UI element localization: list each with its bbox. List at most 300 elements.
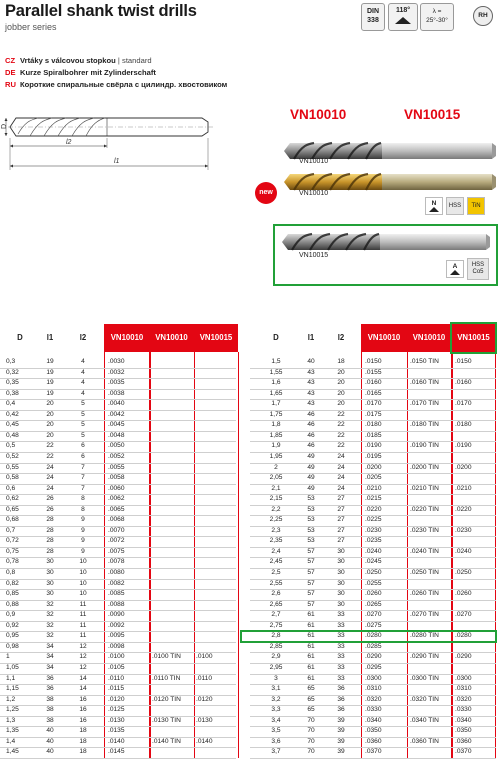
- table-cell-vn10010-tin: [410, 705, 452, 716]
- table-cell-l1: 30: [46, 558, 54, 566]
- table-cell-l1: 70: [307, 716, 315, 724]
- table-cell-l2: 10: [79, 590, 87, 598]
- table-cell-vn10010: .0275: [365, 621, 382, 629]
- table-cell-l2: 4: [81, 389, 85, 397]
- table-cell-l2: 39: [337, 737, 345, 745]
- table-cell-l2: 30: [337, 569, 345, 576]
- table-cell-vn10010: .0058: [108, 474, 125, 482]
- table-cell-vn10010: .0135: [108, 727, 125, 735]
- table-cell-vn10010-tin: [152, 747, 192, 758]
- table-cell-l1: 34: [46, 653, 54, 661]
- table-cell-vn10015: [455, 515, 495, 526]
- table-cell-l1: 32: [46, 600, 54, 608]
- table-cell-l2: 8: [81, 505, 85, 513]
- diagram-label-d: D: [1, 123, 8, 129]
- table-cell-vn10010: .0310: [365, 685, 382, 693]
- table-cell-vn10015: .0230: [455, 526, 472, 534]
- table-cell-l1: 65: [307, 685, 315, 693]
- table-cell-l2: 18: [79, 727, 87, 735]
- lang-separator: |: [115, 56, 123, 65]
- table-cell-l2: 18: [337, 358, 345, 365]
- table-cell-vn10010-tin: [152, 663, 192, 674]
- table-cell-vn10010-tin: [152, 557, 192, 568]
- column-divider: [495, 352, 496, 758]
- table-cell-vn10010: .0165: [365, 389, 382, 397]
- chip-hssco-top: HSS: [471, 262, 485, 268]
- table-cell-vn10010: .0140: [108, 737, 125, 745]
- column-header-vn10010-tin: VN10010: [407, 324, 451, 352]
- table-cell-vn10010: .0088: [108, 600, 125, 608]
- table-cell-l1: 57: [307, 558, 315, 566]
- table-cell-d: 0,58: [6, 474, 19, 482]
- table-cell-l2: 33: [337, 621, 345, 629]
- table-cell-vn10015: [455, 663, 495, 674]
- table-cell-l1: 53: [307, 537, 315, 545]
- column-divider: [104, 352, 105, 758]
- lang-row-de: [5, 67, 227, 79]
- table-cell-vn10015: [196, 600, 236, 611]
- table-cell-l2: 30: [337, 579, 345, 587]
- table-cell-l1: 22: [46, 442, 54, 450]
- hss-co5-chip: [467, 258, 489, 280]
- table-cell-d: 1,7: [271, 400, 281, 408]
- table-cell-l2: 14: [79, 674, 87, 682]
- table-cell-vn10015: [196, 642, 236, 653]
- table-cell-vn10010: .0330: [365, 706, 382, 714]
- table-cell-d: 2,6: [271, 590, 281, 598]
- table-cell-d: 1,35: [6, 727, 19, 735]
- table-cell-vn10015: [455, 473, 495, 484]
- table-cell-vn10010: .0035: [108, 379, 125, 387]
- table-cell-l2: 20: [337, 389, 345, 397]
- table-cell-d: 2,3: [271, 526, 281, 534]
- material-a-chip: [446, 260, 464, 278]
- table-cell-d: 2,25: [269, 516, 283, 524]
- table-cell-l1: 36: [46, 685, 54, 693]
- table-cell-l2: 4: [81, 368, 85, 376]
- table-cell-vn10010-tin: .0200 TIN: [410, 463, 439, 471]
- table-cell-l2: 16: [79, 716, 87, 724]
- table-cell-l2: 16: [79, 706, 87, 714]
- table-cell-vn10015: [196, 726, 236, 737]
- column-header-vn10015: VN10015: [452, 324, 495, 352]
- table-cell-vn10010-tin: [152, 589, 192, 600]
- table-cell-vn10010: .0045: [108, 421, 125, 429]
- table-cell-l2: 9: [81, 537, 85, 545]
- table-cell-vn10015: [196, 747, 236, 758]
- table-cell-vn10010: .0110: [108, 674, 125, 682]
- new-badge: new: [255, 182, 277, 204]
- table-cell-d: 0,4: [6, 400, 16, 408]
- table-cell-l2: 33: [337, 674, 345, 682]
- table-cell-vn10015: .0240: [455, 547, 472, 555]
- table-cell-vn10015: .0250: [455, 569, 472, 576]
- table-cell-vn10010: .0270: [365, 611, 382, 619]
- table-cell-vn10010: .0060: [108, 484, 125, 492]
- table-cell-l2: 24: [337, 452, 345, 460]
- table-cell-vn10015: [196, 357, 236, 368]
- table-cell-vn10015: [196, 705, 236, 716]
- table-cell-vn10010: .0085: [108, 590, 125, 598]
- table-cell-d: 2,5: [271, 569, 281, 576]
- table-cell-l2: 5: [81, 410, 85, 418]
- table-cell-d: 1,8: [271, 421, 281, 429]
- table-cell-l2: 10: [79, 569, 87, 576]
- table-cell-d: 0,68: [6, 516, 19, 524]
- table-cell-l2: 33: [337, 663, 345, 671]
- table-cell-l1: 65: [307, 706, 315, 714]
- table-cell-vn10010: .0038: [108, 389, 125, 397]
- table-cell-l2: 20: [337, 400, 345, 408]
- table-cell-d: 0,78: [6, 558, 19, 566]
- drill-image-hssco: [280, 230, 492, 254]
- table-cell-d: 0,7: [6, 526, 16, 534]
- helix-angle-badge: [420, 3, 454, 31]
- table-cell-vn10010-tin: .0190 TIN: [410, 442, 439, 450]
- table-cell-l2: 18: [79, 737, 87, 745]
- table-cell-l2: 33: [337, 642, 345, 650]
- table-cell-d: 1,05: [6, 663, 19, 671]
- table-cell-vn10010: .0120: [108, 695, 125, 703]
- table-cell-l2: 7: [81, 463, 85, 471]
- column-header-l1: l1: [307, 333, 315, 342]
- drill-label-3: VN10015: [299, 252, 329, 259]
- table-cell-vn10010-tin: .0360 TIN: [410, 737, 439, 745]
- table-cell-vn10015: [455, 368, 495, 379]
- table-cell-d: 3,7: [271, 748, 281, 756]
- table-cell-vn10015: .0130: [196, 716, 213, 724]
- table-cell-vn10010: .0240: [365, 547, 382, 555]
- product-code-vn10010: VN10010: [290, 107, 347, 122]
- table-cell-vn10010: .0360: [365, 737, 382, 745]
- table-cell-d: 0,75: [6, 547, 19, 555]
- column-header-d: D: [273, 333, 279, 342]
- table-cell-l1: 43: [307, 368, 315, 376]
- table-cell-l2: 10: [79, 579, 87, 587]
- diagram-label-l2: l2: [66, 139, 72, 146]
- table-cell-vn10015: [455, 579, 495, 590]
- table-cell-l2: 14: [79, 685, 87, 693]
- table-cell-l2: 10: [79, 558, 87, 566]
- table-cell-vn10010: .0145: [108, 748, 125, 756]
- table-cell-vn10010: .0115: [108, 685, 125, 693]
- table-cell-l2: 12: [79, 653, 87, 661]
- table-cell-vn10010-tin: [410, 747, 452, 758]
- table-cell-vn10010-tin: [410, 389, 452, 400]
- table-cell-vn10010: .0285: [365, 642, 382, 650]
- table-cell-d: 1: [6, 653, 10, 661]
- table-cell-d: 3,2: [271, 695, 281, 703]
- table-cell-vn10010: .0062: [108, 495, 125, 503]
- table-cell-vn10015: [196, 663, 236, 674]
- table-cell-d: 1,2: [6, 695, 16, 703]
- table-cell-d: 3,3: [271, 706, 281, 714]
- table-cell-vn10010-tin: [152, 684, 192, 695]
- table-cell-d: 0,35: [6, 379, 19, 387]
- table-cell-vn10010-tin: [152, 526, 192, 537]
- table-cell-d: 0,95: [6, 632, 19, 640]
- table-cell-vn10010-tin: .0130 TIN: [152, 716, 181, 724]
- table-cell-vn10015: [196, 547, 236, 558]
- table-cell-vn10015: .0100: [196, 653, 213, 661]
- table-cell-l1: 61: [307, 611, 315, 619]
- table-cell-vn10010: .0032: [108, 368, 125, 376]
- table-cell-vn10015: .0310: [455, 685, 472, 693]
- table-cell-l2: 6: [81, 442, 85, 450]
- table-cell-vn10010-tin: .0110 TIN: [152, 674, 181, 682]
- table-cell-l2: 20: [337, 368, 345, 376]
- table-cell-vn10010: .0170: [365, 400, 382, 408]
- table-cell-vn10010: .0052: [108, 452, 125, 460]
- table-cell-d: 0,98: [6, 642, 19, 650]
- table-cell-vn10010-tin: [410, 726, 452, 737]
- table-cell-vn10010-tin: [152, 420, 192, 431]
- table-cell-vn10010: .0160: [365, 379, 382, 387]
- table-cell-vn10015: [455, 410, 495, 421]
- table-cell-l2: 12: [79, 642, 87, 650]
- lang-row-cz: [5, 55, 227, 67]
- table-cell-vn10010: .0090: [108, 611, 125, 619]
- table-cell-vn10010-tin: [152, 515, 192, 526]
- column-header-l2: l2: [337, 333, 345, 342]
- table-cell-vn10015: [196, 621, 236, 632]
- table-cell-d: 0,3: [6, 358, 16, 365]
- table-cell-vn10010: .0210: [365, 484, 382, 492]
- table-cell-vn10015: [196, 484, 236, 495]
- material-n-chip: [425, 197, 443, 215]
- table-cell-l1: 46: [307, 421, 315, 429]
- product-code-vn10015: VN10015: [404, 107, 461, 122]
- table-cell-l1: 57: [307, 590, 315, 598]
- table-cell-vn10015: .0260: [455, 590, 472, 598]
- table-cell-d: 1,9: [271, 442, 281, 450]
- table-cell-vn10010-tin: .0220 TIN: [410, 505, 439, 513]
- table-cell-l1: 61: [307, 621, 315, 629]
- table-cell-vn10010: .0105: [108, 663, 125, 671]
- table-cell-vn10010: .0042: [108, 410, 125, 418]
- table-cell-l1: 61: [307, 663, 315, 671]
- table-cell-vn10015: [196, 526, 236, 537]
- table-cell-l1: 65: [307, 695, 315, 703]
- table-cell-vn10010-tin: [152, 452, 192, 463]
- table-cell-d: 2,35: [269, 537, 283, 545]
- table-cell-l2: 11: [79, 621, 87, 629]
- table-cell-l1: 32: [46, 621, 54, 629]
- column-divider: [361, 352, 362, 758]
- table-cell-d: 0,52: [6, 452, 19, 460]
- table-cell-l1: 28: [46, 526, 54, 534]
- drill-dimension-diagram: [2, 108, 222, 180]
- table-cell-vn10010-tin: .0170 TIN: [410, 400, 439, 408]
- table-cell-d: 1,95: [269, 452, 283, 460]
- table-cell-vn10015: .0170: [455, 400, 472, 408]
- table-cell-l1: 57: [307, 569, 315, 576]
- column-divider: [238, 352, 239, 758]
- table-cell-d: 1,75: [269, 410, 283, 418]
- table-cell-vn10010-tin: .0250 TIN: [410, 569, 439, 576]
- table-cell-vn10010-tin: .0230 TIN: [410, 526, 439, 534]
- table-cell-vn10015: [196, 463, 236, 474]
- table-cell-l2: 33: [337, 653, 345, 661]
- table-cell-l1: 53: [307, 495, 315, 503]
- table-cell-l2: 39: [337, 716, 345, 724]
- table-cell-d: 2,65: [269, 600, 283, 608]
- table-cell-l1: 38: [46, 706, 54, 714]
- column-header-vn10010-tin: VN10010: [149, 324, 194, 352]
- table-cell-vn10010: .0290: [365, 653, 382, 661]
- table-cell-d: 0,8: [6, 569, 16, 576]
- table-cell-l2: 5: [81, 431, 85, 439]
- table-cell-l1: 61: [307, 674, 315, 682]
- table-cell-vn10015: [196, 431, 236, 442]
- table-cell-l2: 33: [337, 611, 345, 619]
- table-cell-d: 0,5: [6, 442, 16, 450]
- lang-code: CZ: [5, 56, 16, 65]
- column-divider: [150, 352, 151, 758]
- point-angle-icon: [393, 16, 413, 25]
- table-cell-d: 1,55: [269, 368, 283, 376]
- column-divider: [407, 352, 408, 758]
- table-cell-vn10015: [455, 600, 495, 611]
- table-cell-d: 0,65: [6, 505, 19, 513]
- table-cell-vn10010: .0065: [108, 505, 125, 513]
- table-cell-vn10010: .0300: [365, 674, 382, 682]
- table-cell-vn10010-tin: [152, 368, 192, 379]
- table-cell-vn10010-tin: [152, 579, 192, 590]
- table-cell-vn10010: .0245: [365, 558, 382, 566]
- column-header-l2: l2: [79, 333, 87, 342]
- table-cell-vn10010-tin: .0290 TIN: [410, 653, 439, 661]
- table-cell-vn10015: [455, 557, 495, 568]
- table-cell-l2: 27: [337, 505, 345, 513]
- column-header-vn10015: VN10015: [194, 324, 238, 352]
- table-cell-l1: 38: [46, 716, 54, 724]
- table-cell-l1: 49: [307, 452, 315, 460]
- table-cell-vn10010: .0295: [365, 663, 382, 671]
- table-cell-vn10010-tin: .0300 TIN: [410, 674, 439, 682]
- column-header-vn10010: VN10010: [361, 324, 407, 352]
- table-cell-l2: 20: [337, 379, 345, 387]
- column-divider: [452, 352, 453, 758]
- table-cell-vn10015: .0110: [196, 674, 213, 682]
- table-cell-vn10010-tin: [152, 600, 192, 611]
- table-cell-l2: 5: [81, 400, 85, 408]
- table-cell-d: 0,6: [6, 484, 16, 492]
- table-cell-l1: 46: [307, 442, 315, 450]
- table-cell-vn10010: .0190: [365, 442, 382, 450]
- table-cell-vn10015: [196, 389, 236, 400]
- table-cell-l2: 27: [337, 526, 345, 534]
- table-cell-vn10010-tin: [152, 357, 192, 368]
- table-cell-d: 0,72: [6, 537, 19, 545]
- table-cell-l2: 30: [337, 590, 345, 598]
- table-cell-vn10010-tin: .0100 TIN: [152, 653, 181, 661]
- lang-text: Короткие спиральные свёрла с цилиндр. хвостовиком: [20, 80, 228, 89]
- table-cell-d: 1,6: [271, 379, 281, 387]
- table-cell-vn10010-tin: [410, 431, 452, 442]
- table-cell-vn10010: .0075: [108, 547, 125, 555]
- table-cell-l1: 46: [307, 431, 315, 439]
- point-angle-badge: [388, 3, 418, 31]
- lang-note: standard: [122, 56, 152, 65]
- table-cell-d: 1,4: [6, 737, 16, 745]
- table-cell-vn10015: .0190: [455, 442, 472, 450]
- table-cell-vn10010: .0080: [108, 569, 125, 576]
- table-cell-d: 1,65: [269, 389, 283, 397]
- table-cell-l2: 9: [81, 516, 85, 524]
- chip-n-label: N: [431, 200, 437, 207]
- din-badge-bottom: 338: [367, 17, 379, 24]
- right-hand-badge: RH: [473, 6, 493, 26]
- table-cell-vn10010: .0350: [365, 727, 382, 735]
- table-cell-l1: 38: [46, 695, 54, 703]
- table-cell-vn10015: [455, 389, 495, 400]
- chip-a-label: A: [452, 263, 458, 270]
- table-cell-vn10010: .0040: [108, 400, 125, 408]
- table-cell-l2: 7: [81, 474, 85, 482]
- table-cell-d: 3,1: [271, 685, 281, 693]
- table-cell-l1: 70: [307, 748, 315, 756]
- lang-text: Kurze Spiralbohrer mit Zylinderschaft: [20, 68, 156, 77]
- table-cell-vn10010: .0150: [365, 358, 382, 365]
- table-cell-vn10010: .0072: [108, 537, 125, 545]
- column-divider: [149, 352, 150, 758]
- table-cell-l1: 24: [46, 474, 54, 482]
- table-cell-vn10010-tin: [152, 399, 192, 410]
- table-cell-vn10015: [196, 568, 236, 579]
- table-cell-vn10010-tin: [410, 473, 452, 484]
- table-cell-vn10010: .0048: [108, 431, 125, 439]
- table-cell-vn10015: .0280: [455, 632, 472, 640]
- table-cell-d: 2,4: [271, 547, 281, 555]
- table-cell-d: 0,88: [6, 600, 19, 608]
- table-cell-l1: 28: [46, 516, 54, 524]
- table-cell-l2: 33: [337, 632, 345, 640]
- table-cell-vn10010-tin: [152, 463, 192, 474]
- table-cell-vn10010: .0185: [365, 431, 382, 439]
- table-cell-vn10010-tin: .0160 TIN: [410, 379, 439, 387]
- table-cell-d: 2,1: [271, 484, 281, 492]
- din-badge: [361, 3, 385, 31]
- table-cell-d: 0,82: [6, 579, 19, 587]
- table-cell-d: 0,32: [6, 368, 19, 376]
- table-cell-l2: 5: [81, 421, 85, 429]
- table-cell-l2: 11: [79, 632, 87, 640]
- table-cell-d: 0,92: [6, 621, 19, 629]
- table-cell-l2: 24: [337, 484, 345, 492]
- table-cell-l2: 30: [337, 547, 345, 555]
- table-cell-vn10010: .0082: [108, 579, 125, 587]
- table-cell-l1: 22: [46, 452, 54, 460]
- table-cell-d: 3: [274, 674, 278, 682]
- table-cell-d: 1,5: [271, 358, 281, 365]
- table-cell-l1: 20: [46, 410, 54, 418]
- table-cell-d: 0,55: [6, 463, 19, 471]
- table-cell-vn10015: [196, 579, 236, 590]
- table-cell-d: 2,2: [271, 505, 281, 513]
- table-cell-d: 2,15: [269, 495, 283, 503]
- table-cell-vn10010-tin: [152, 631, 192, 642]
- table-cell-vn10010-tin: [410, 536, 452, 547]
- table-cell-vn10015: [455, 431, 495, 442]
- table-cell-l2: 36: [337, 695, 345, 703]
- table-cell-l1: 40: [46, 737, 54, 745]
- table-cell-vn10010-tin: .0280 TIN: [410, 632, 439, 640]
- table-cell-l1: 57: [307, 579, 315, 587]
- table-cell-vn10015: .0320: [455, 695, 472, 703]
- table-cell-vn10010-tin: [410, 557, 452, 568]
- table-cell-vn10010: .0155: [365, 368, 382, 376]
